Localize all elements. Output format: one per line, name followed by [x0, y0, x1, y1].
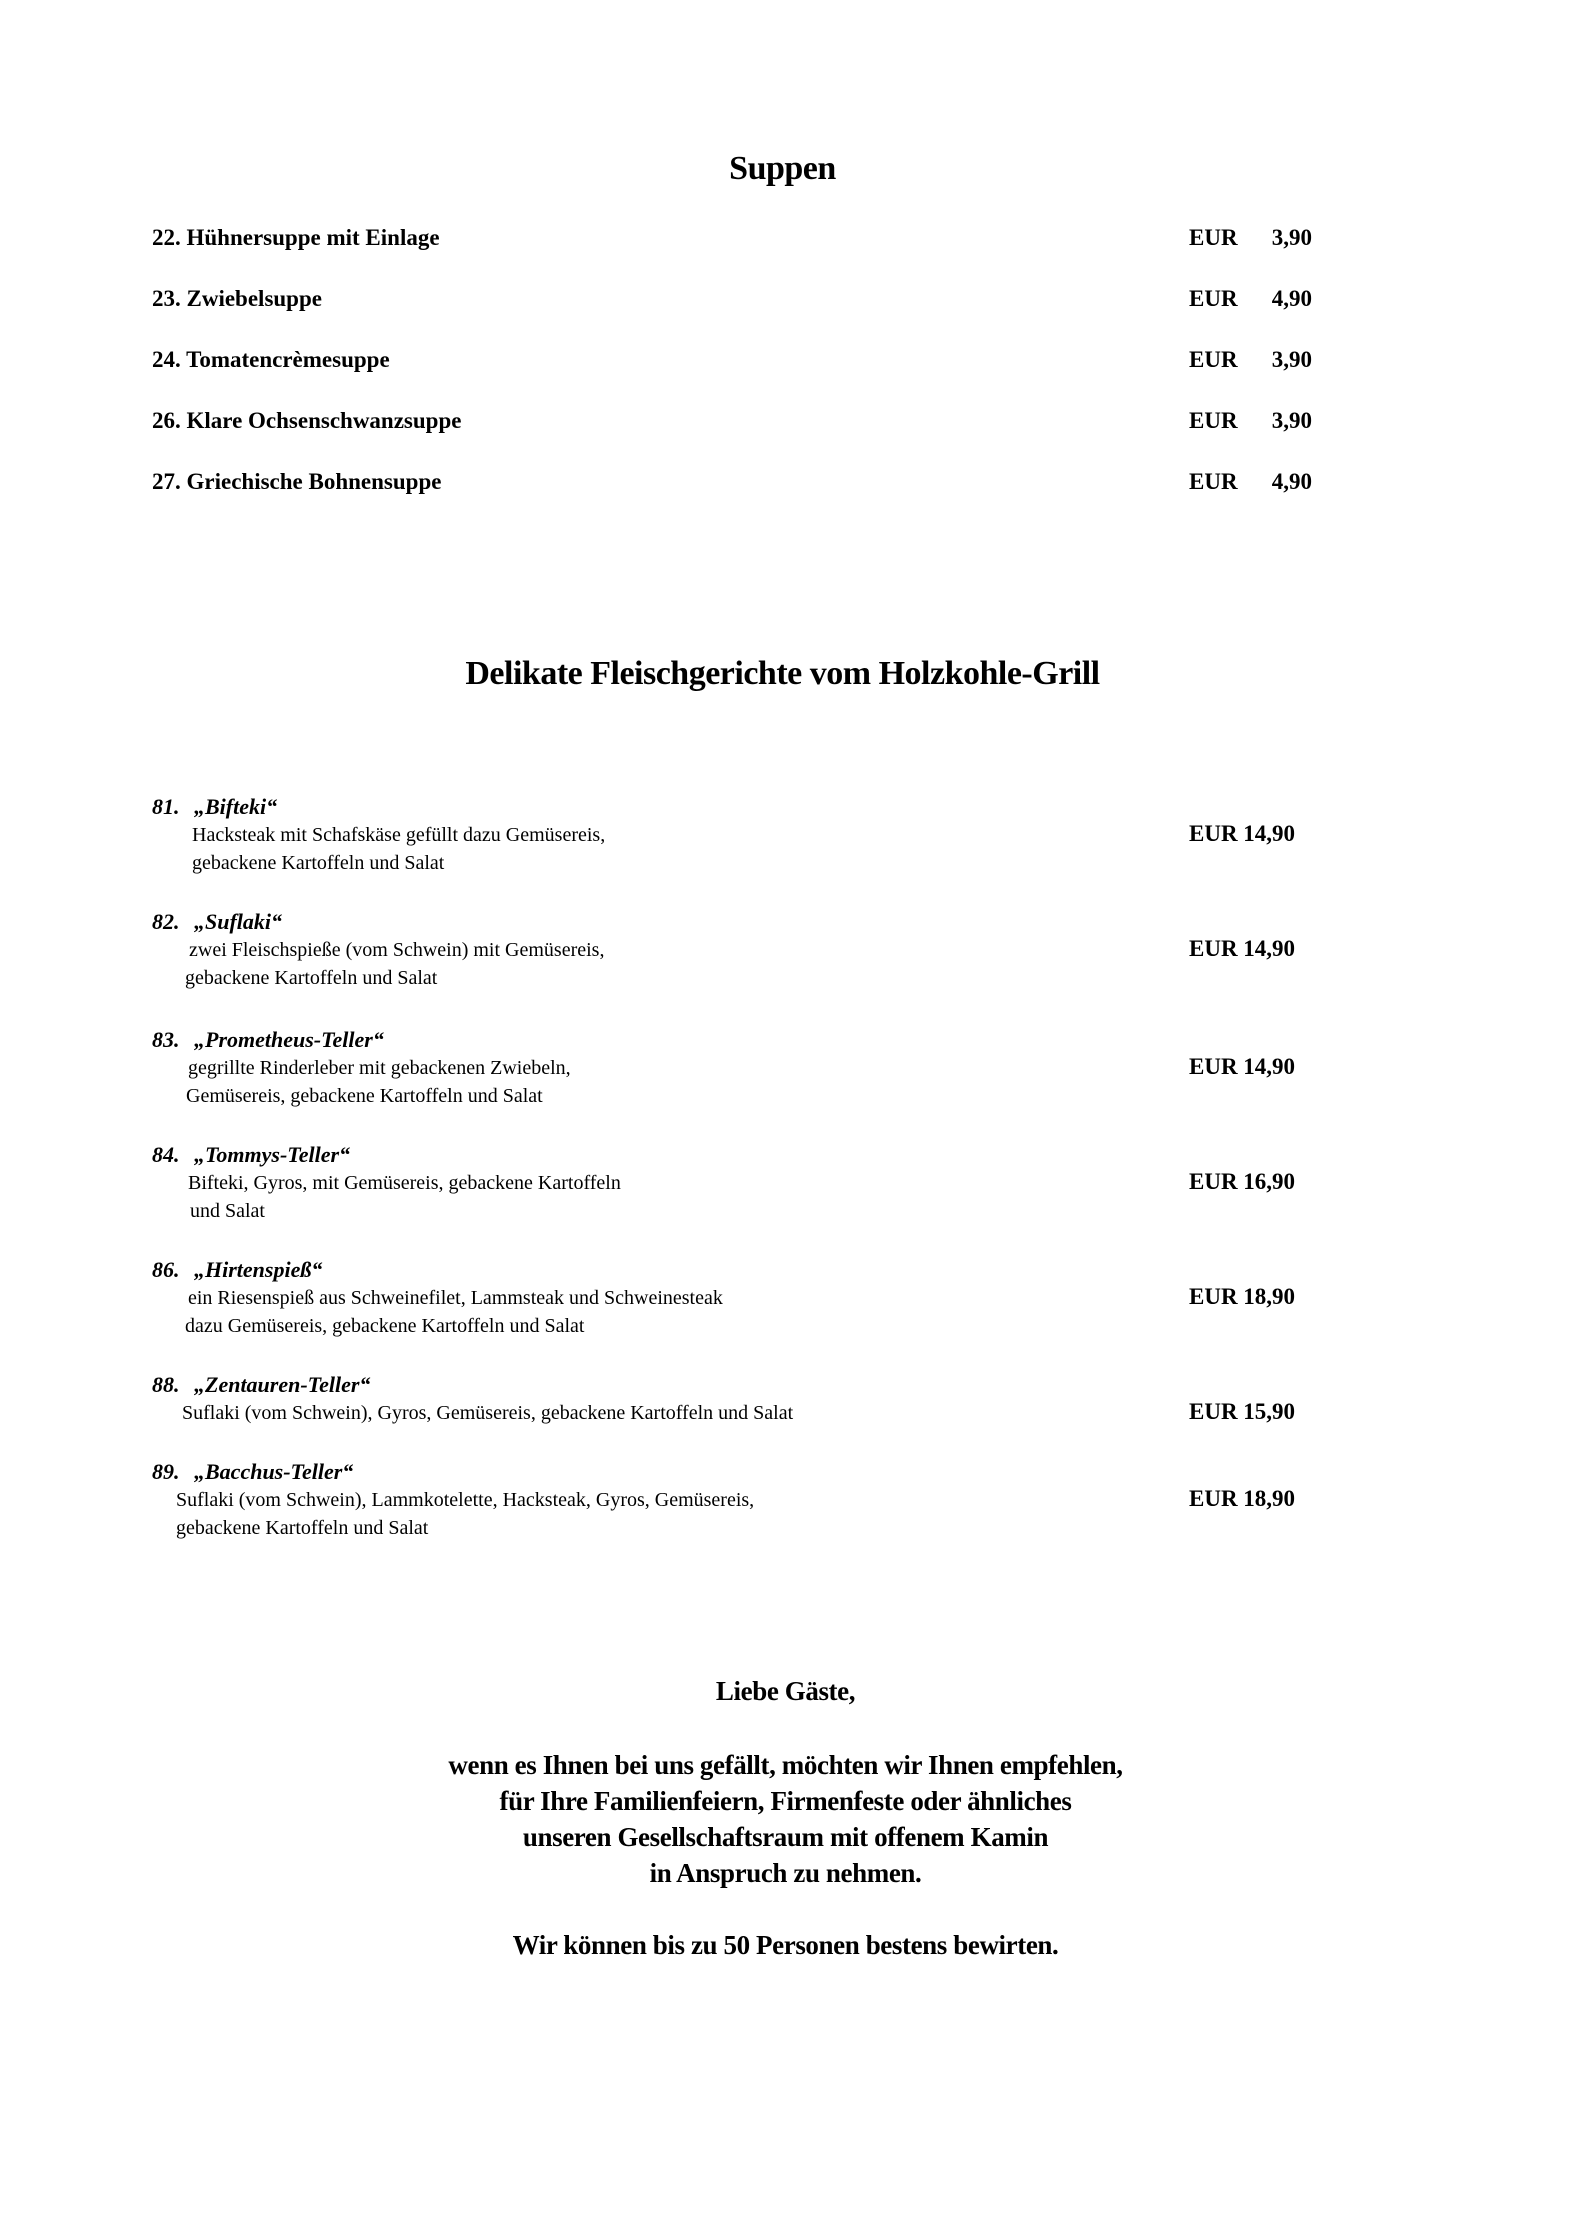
dish-item — [152, 1141, 1312, 1225]
dish-description: gebackene Kartoffeln und Salat — [192, 852, 445, 874]
dish-item — [152, 908, 1312, 992]
dish-name: „Bifteki“ — [194, 794, 278, 819]
dish-number: 89. — [152, 1459, 180, 1484]
dish-title — [152, 793, 1312, 821]
dish-description: Suflaki (vom Schwein), Gyros, Gemüsereis, gebackene Kartoffeln und Salat — [182, 1402, 794, 1424]
dish-number: 86. — [152, 1257, 180, 1282]
dish-description: Gemüsereis, gebackene Kartoffeln und Salat — [186, 1085, 543, 1107]
dish-item — [152, 1371, 1312, 1427]
dish-price: EUR 14,90 — [1189, 821, 1296, 846]
note-line: wenn es Ihnen bei uns gefällt, möchten wir Ihnen empfehlen, — [448, 1750, 1123, 1780]
dish-title — [152, 908, 1312, 936]
dish-number: 84. — [152, 1142, 180, 1167]
soup-price: 4,90 — [1271, 286, 1312, 311]
dish-name: „Zentauren-Teller“ — [194, 1372, 371, 1397]
dish-description: gebackene Kartoffeln und Salat — [185, 967, 438, 989]
dish-description: dazu Gemüsereis, gebackene Kartoffeln und Salat — [185, 1315, 585, 1337]
dish-number: 83. — [152, 1027, 180, 1052]
dish-description: Hacksteak mit Schafskäse gefüllt dazu Gemüsereis, — [192, 824, 606, 846]
note-line: in Anspruch zu nehmen. — [649, 1858, 922, 1888]
dish-price: EUR 18,90 — [1189, 1284, 1296, 1309]
dish-item — [152, 1458, 1312, 1542]
soup-name: 24. Tomatencrèmesuppe — [152, 347, 390, 372]
soup-currency: EUR — [1189, 225, 1238, 250]
note-greeting: Liebe Gäste, — [715, 1676, 856, 1706]
soup-name: 22. Hühnersuppe mit Einlage — [152, 225, 440, 250]
dish-description: Suflaki (vom Schwein), Lammkotelette, Hacksteak, Gyros, Gemüsereis, — [176, 1489, 755, 1511]
soup-currency: EUR — [1189, 408, 1238, 433]
dish-number: 81. — [152, 794, 180, 819]
dish-name: „Prometheus-Teller“ — [194, 1027, 384, 1052]
section-title-soups: Suppen — [729, 150, 836, 187]
dish-item — [152, 1026, 1312, 1110]
soup-currency: EUR — [1189, 286, 1238, 311]
soup-currency: EUR — [1189, 469, 1238, 494]
note-closing: Wir können bis zu 50 Personen bestens bewirten. — [512, 1930, 1059, 1960]
dish-price: EUR 15,90 — [1189, 1399, 1296, 1424]
dish-name: „Suflaki“ — [194, 909, 283, 934]
dish-number: 82. — [152, 909, 180, 934]
soup-item — [152, 408, 1312, 438]
soup-item — [152, 347, 1312, 377]
dish-description: gebackene Kartoffeln und Salat — [176, 1517, 429, 1539]
soup-name: 26. Klare Ochsenschwanzsuppe — [152, 408, 462, 433]
soup-price: 3,90 — [1271, 225, 1312, 250]
section-title-grill: Delikate Fleischgerichte vom Holzkohle-Grill — [465, 655, 1100, 692]
dish-name: „Tommys-Teller“ — [194, 1142, 351, 1167]
dish-title — [152, 1141, 1312, 1169]
soup-price: 4,90 — [1271, 469, 1312, 494]
dish-name: „Bacchus-Teller“ — [194, 1459, 354, 1484]
dish-description: ein Riesenspieß aus Schweinefilet, Lammsteak und Schweinesteak — [188, 1287, 723, 1309]
dish-description: Bifteki, Gyros, mit Gemüsereis, gebackene Kartoffeln — [188, 1172, 621, 1194]
note-line: für Ihre Familienfeiern, Firmenfeste oder ähnliches — [499, 1786, 1072, 1816]
dish-number: 88. — [152, 1372, 180, 1397]
dish-price: EUR 18,90 — [1189, 1486, 1296, 1511]
dish-name: „Hirtenspieß“ — [194, 1257, 323, 1282]
dish-price: EUR 16,90 — [1189, 1169, 1296, 1194]
dish-title — [152, 1371, 1312, 1399]
dish-title — [152, 1026, 1312, 1054]
dish-description: gegrillte Rinderleber mit gebackenen Zwiebeln, — [188, 1057, 571, 1079]
soup-item — [152, 469, 1312, 499]
soup-name: 23. Zwiebelsuppe — [152, 286, 322, 311]
dish-price: EUR 14,90 — [1189, 1054, 1296, 1079]
dish-price: EUR 14,90 — [1189, 936, 1296, 961]
soup-item — [152, 225, 1312, 255]
soup-item — [152, 286, 1312, 316]
soup-price: 3,90 — [1271, 408, 1312, 433]
dish-title — [152, 1256, 1312, 1284]
soup-currency: EUR — [1189, 347, 1238, 372]
soup-name: 27. Griechische Bohnensuppe — [152, 469, 442, 494]
dish-item — [152, 793, 1312, 877]
dish-item — [152, 1256, 1312, 1340]
soup-price: 3,90 — [1271, 347, 1312, 372]
dish-description: und Salat — [190, 1200, 265, 1222]
dish-title — [152, 1458, 1312, 1486]
dish-description: zwei Fleischspieße (vom Schwein) mit Gemüsereis, — [189, 939, 605, 961]
note-line: unseren Gesellschaftsraum mit offenem Kamin — [522, 1822, 1049, 1852]
